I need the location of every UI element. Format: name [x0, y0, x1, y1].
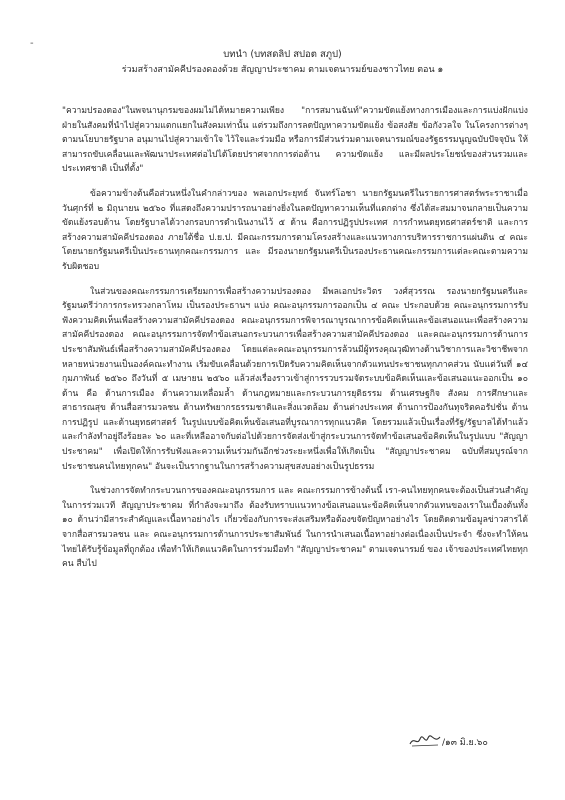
corner-mark: -	[30, 38, 34, 49]
signature-date: /๑๓ มิ.ย.๖๐	[442, 738, 488, 748]
paragraph-4: ในช่วงการจัดทำกระบวนการของคณะอนุกรรมการ และ คณะกรรมการข้างต้นนี้ เรา-คนไทยทุกคนจะต้องเป็นส่วนสำคัญในการร่วมเวที สัญญาประชาคม ที่กำลังจะมาถึง ต้องรับทราบแนวทางข้อเสนอแนะข้อคิดเห็นจากตัวแทนของเราในเบื้องต้นทั้ง ๑๐ ด้านว่ามีสาระสำคัญและเนื้อหาอย่างไร เกี่ยวข้องกับการจะส่งเสริมหรือต้องขจัดปัญหาอย่างไร โดยติดตามข้อมูลข่าวสารได้จากสื่อสารมวลชน และ คณะอนุกรรมการด้านการประชาสัมพันธ์ ในการนำเสนอเนื้อหาอย่างต่อเนื่องเป็นประจำ ซึ่งจะทำให้คนไทยได้รับรู้ข้อมูลที่ถูกต้อง เพื่อทำให้เกิดแนวคิดในการร่วมมือทำ "สัญญาประชาคม" ตามเจตนารมย์ ของ เจ้าของประเทศไทยทุกคน สืบไป	[62, 486, 528, 570]
paragraph-3: ในส่วนของคณะกรรมการเตรียมการเพื่อสร้างความปรองดอง มีพลเอกประวิตร วงศ์สุวรรณ รองนายกรัฐมนตรีและรัฐมนตรีว่าการกระทรวงกลาโหม เป็นรองประธานฯ แบ่ง คณะอนุกรรมการออกเป็น ๔ คณะ ประกอบด้วย คณะอนุกรรมการรับฟังความคิดเห็นเพื่อสร้างความสามัคคีปรองดอง คณะอนุกรรมการพิจารณาบูรณาการข้อคิดเห็นและข้อเสนอแนะเพื่อสร้างความสามัคคีปรองดอง คณะอนุกรรมการจัดทำข้อเสนอกระบวนการเพื่อสร้างความสามัคคีปรองดอง และคณะอนุกรรมการด้านการประชาสัมพันธ์เพื่อสร้างความสามัคคีปรองดอง โดยแต่ละคณะอนุกรรมการล้วนมีผู้ทรงคุณวุฒิทางด้านวิชาการและวิชาชีพจากหลายหน่วยงานเป็นองค์คณะทำงาน เริ่มขับเคลื่อนด้วยการเปิดรับความคิดเห็นจากตัวแทนประชาชนทุกภาคส่วน นับแต่วันที่ ๑๔ กุมภาพันธ์ ๒๕๖๐ ถึงวันที่ ๕ เมษายน ๒๕๖๐ แล้วส่งเรื่องราวเข้าสู่การรวบรวมจัดระบบข้อคิดเห็นและข้อเสนอแนะออกเป็น ๑๐ ด้าน คือ ด้านการเมือง ด้านความเหลื่อมล้ำ ด้านกฎหมายและกระบวนการยุติธรรม ด้านเศรษฐกิจ สังคม การศึกษาและสาธารณสุข ด้านสื่อสารมวลชน ด้านทรัพยากรธรรมชาติและสิ่งแวดล้อม ด้านต่างประเทศ ด้านการป้องกันทุจริตคอรัปชั่น ด้านการปฏิรูป และด้านยุทธศาสตร์ ในรูปแบบข้อคิดเห็นข้อเสนอที่บูรณาการทุกแนวคิด โดยรวมแล้วเป็นเรื่องที่รัฐ/รัฐบาลได้ทำแล้วและกำลังทำอยู่ถึงร้อยละ ๖๐ และที่เหลืออาจกับต่อไปด้วยการจัดส่งเข้าสู่กระบวนการจัดทำข้อเสนอข้อคิดเห็นในรูปแบบ "สัญญาประชาคม" เพื่อเปิดให้การรับฟังและความเห็นร่วมกันอีกช่วงระยะหนึ่งเพื่อให้เกิดเป็น "สัญญาประชาคม ฉบับที่สมบูรณ์จากประชาชนคนไทยทุกคน" อันจะเป็นรากฐานในการสร้างความสุขสงบอย่างเป็นรูปธรรม	[62, 286, 528, 472]
document-body	[62, 104, 528, 582]
document-subtitle: ร่วมสร้างสามัคคีปรองดองด้วย สัญญาประชาคม ตามเจตนารมย์ของชาวไทย ตอน ๑	[121, 65, 444, 75]
document-title: บทนำ (บทสดลิป สปอต สภูป)	[223, 49, 342, 60]
handwritten-signature	[408, 734, 442, 751]
paragraph-2: ข้อความข้างต้นคือส่วนหนึ่งในคำกล่าวของ พลเอกประยุทธ์ จันทร์โอชา นายกรัฐมนตรีในรายการศาสตร์พระราชาเมื่อวันศุกร์ที่ ๒ มิถุนายน ๒๕๖๐ ที่แสดงถึงความปรารถนาอย่างยิ่งในลดปัญหาความเห็นที่แตกต่าง ซึ่งได้สะสมมาจนกลายเป็นความขัดแย้งรอบด้าน โดยรัฐบาลได้วางกรอบการดำเนินงานไว้ ๕ ด้าน คือการปฏิรูปประเทศ การกำหนดยุทธศาสตร์ชาติ และการสร้างความสามัคคีปรองดอง ภายใต้ชื่อ ป.ย.ป. มีคณะกรรมการตามโครงสร้างและแนวทางการบริหารราชการแผ่นดิน ๔ คณะ โดยนายกรัฐมนตรีเป็นประธานทุกคณะกรรมการ และ มีรองนายกรัฐมนตรีเป็นรองประธานคณะกรรมการแต่ละคณะตามความรับผิดชอบ	[62, 188, 528, 272]
signature-block	[408, 734, 528, 751]
paragraph-1: "ความปรองดอง"ในพจนานุกรมของผมไม่ได้หมายความเพียง "การสมานฉันท์"ความขัดแย้งทางการเมืองและการแบ่งฝักแบ่งฝ่ายในสังคมที่นำไปสู่ความแตกแยกในสังคมเท่านั้น แต่รวมถึงการลดปัญหาความขัดแย้ง ข้อสงสัย ข้อกังวลใจ ในโครงการต่างๆตามนโยบายรัฐบาล อนุมานไปสู่ความเข้าใจ ไว้ใจและร่วมมือ หรือการมีส่วนร่วมตามเจตนารมณ์ของรัฐธรรมนูญฉบับปัจจุบัน ให้สามารถขับเคลื่อนและพัฒนาประเทศต่อไปได้โดยปราศจากการต่อต้าน ความขัดแย้ง และมีผลประโยชน์ของส่วนรวมและประเทศชาติ เป็นที่ตั้ง"	[62, 106, 528, 175]
